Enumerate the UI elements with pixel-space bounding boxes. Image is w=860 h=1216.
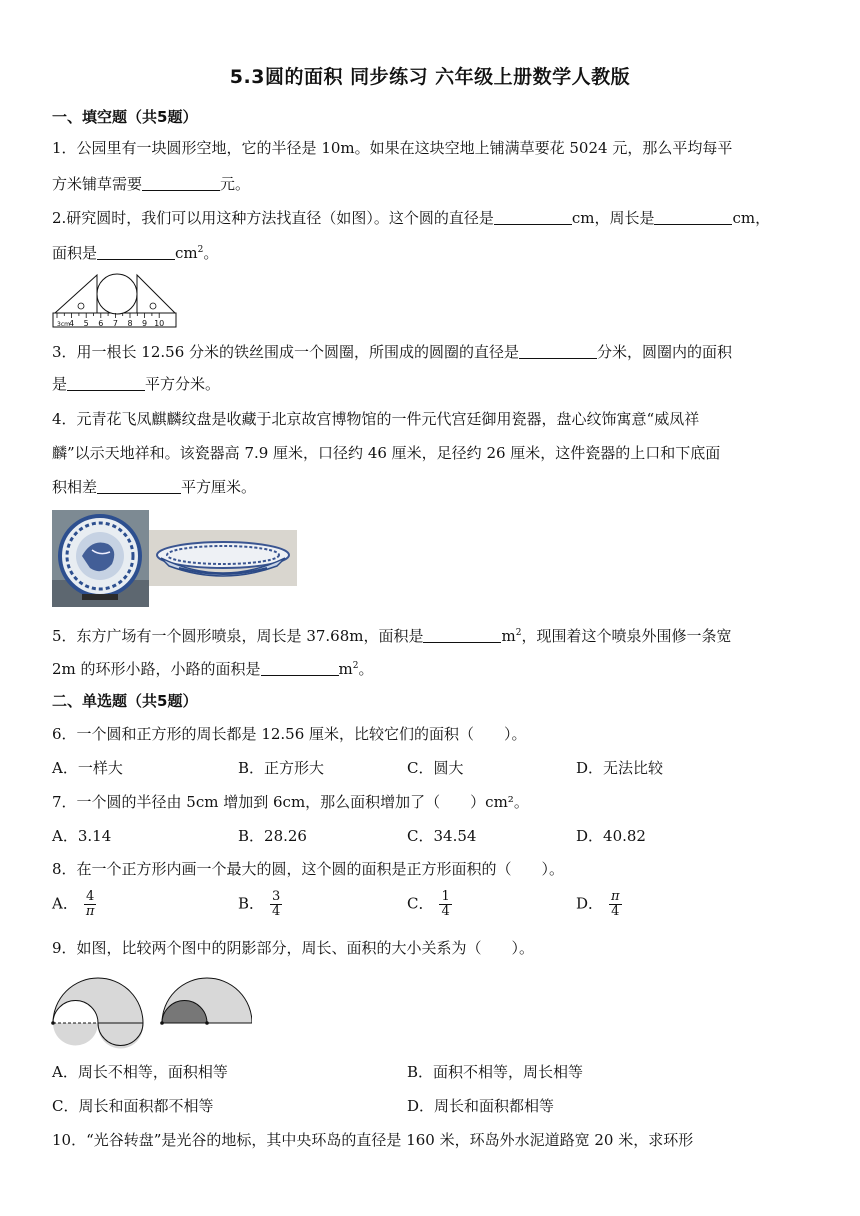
q2-line1: 2.研究圆时，我们可以用这种方法找直径（如图）。这个圆的直径是 cm，周长是 cm， — [52, 209, 771, 227]
answer-blank[interactable] — [142, 174, 220, 191]
q4-line3: 积相差 平方厘米。 — [52, 478, 257, 496]
q7-option-d[interactable]: D．40.82 — [576, 827, 646, 845]
ruler-tick-label: 5 — [83, 319, 89, 328]
answer-blank[interactable] — [97, 243, 175, 260]
q9-option-d[interactable]: D．周长和面积都相等 — [407, 1097, 555, 1115]
q7-stem: 7．一个圆的半径由 5cm 增加到 6cm，那么面积增加了（ ）cm²。 — [52, 793, 529, 811]
q2-line2: 面积是 $cm^2$。 — [52, 244, 219, 262]
answer-blank[interactable] — [519, 342, 597, 359]
q8-option-b[interactable]: B． $\frac{3}{4}$ — [238, 889, 281, 919]
answer-blank[interactable] — [654, 208, 732, 225]
ruler-tick-label: 6 — [98, 319, 104, 328]
answer-blank[interactable] — [494, 208, 572, 225]
ruler-tick-label: 9 — [142, 319, 148, 328]
fraction: $\frac{4}{\pi}$ — [85, 889, 95, 919]
q7-option-b[interactable]: B．28.26 — [238, 827, 307, 845]
ruler-tick-label: 3cm — [57, 321, 70, 328]
fraction: $\frac{3}{4}$ — [272, 889, 281, 919]
q6-option-c[interactable]: C．圆大 — [407, 759, 464, 777]
q9-option-c[interactable]: C．周长和面积都不相等 — [52, 1097, 214, 1115]
plate-side-view-image — [149, 530, 297, 586]
answer-blank[interactable] — [97, 477, 181, 494]
shaded-semicircles-figure-left — [48, 966, 150, 1056]
q9-option-b[interactable]: B．面积不相等，周长相等 — [407, 1063, 584, 1081]
q7-option-c[interactable]: C．34.54 — [407, 827, 477, 845]
answer-blank[interactable] — [261, 659, 339, 676]
q4-line1: 4．元青花飞凤麒麟纹盘是收藏于北京故宫博物馆的一件元代宫廷御用瓷器，盘心纹饰寓意“威凤祥 — [52, 410, 700, 428]
shaded-semicircles-figure-right — [156, 966, 252, 1028]
circle-ruler-figure — [52, 267, 178, 331]
q5-line1: 5．东方广场有一个圆形喷泉，周长是 37.68m，面积是 $m^2$，现围着这个喷泉外围修一条宽 — [52, 627, 732, 645]
q8-option-a[interactable]: A． $\frac{4}{\pi}$ — [52, 889, 95, 919]
answer-blank[interactable] — [67, 374, 145, 391]
q6-option-d[interactable]: D．无法比较 — [576, 759, 664, 777]
section-fill-in-heading: 一、填空题（共5题） — [52, 108, 198, 126]
fraction: $\frac{\pi}{4}$ — [611, 889, 620, 919]
q8-stem: 8．在一个正方形内画一个最大的圆，这个圆的面积是正方形面积的（ ）。 — [52, 860, 565, 878]
q9-stem: 9．如图，比较两个图中的阴影部分，周长、面积的大小关系为（ ）。 — [52, 939, 535, 957]
q4-line2: 麟”以示天地祥和。该瓷器高 7.9 厘米，口径约 46 厘米，足径约 26 厘米，这件瓷器的上口和下底面 — [52, 444, 721, 462]
q3-line1: 3．用一根长 12.56 分米的铁丝围成一个圆圈，所围成的圆圈的直径是 分米，圆圈内的面积 — [52, 343, 733, 361]
q1-line2: 方米铺草需要 元。 — [52, 175, 251, 193]
q6-option-b[interactable]: B．正方形大 — [238, 759, 325, 777]
fraction: $\frac{1}{4}$ — [441, 889, 450, 919]
section-single-choice-heading: 二、单选题（共5题） — [52, 692, 198, 710]
q5-line2: 2m 的环形小路，小路的面积是 $m^2$。 — [52, 660, 374, 678]
q7-option-a[interactable]: A．3.14 — [52, 827, 112, 845]
answer-blank[interactable] — [423, 626, 501, 643]
plate-top-view-image — [52, 510, 149, 607]
q6-option-a[interactable]: A．一样大 — [52, 759, 123, 777]
ruler-tick-label: 4 — [69, 319, 75, 328]
q10-line1: 10．“光谷转盘”是光谷的地标，其中央环岛的直径是 160 米，环岛外水泥道路宽 20 米，求环形 — [52, 1131, 694, 1149]
page-title: 5.3圆的面积 同步练习 六年级上册数学人教版 — [229, 66, 631, 88]
q3-line2: 是 平方分米。 — [52, 375, 221, 393]
q6-stem: 6．一个圆和正方形的周长都是 12.56 厘米，比较它们的面积（ ）。 — [52, 725, 527, 743]
q8-option-d[interactable]: D． $\frac{\pi}{4}$ — [576, 889, 620, 919]
q8-option-c[interactable]: C． $\frac{1}{4}$ — [407, 889, 450, 919]
q9-option-a[interactable]: A．周长不相等，面积相等 — [52, 1063, 228, 1081]
q1-line1: 1．公园里有一块圆形空地，它的半径是 10m。如果在这块空地上铺满草要花 5024 元，那么平均每平 — [52, 139, 733, 157]
ruler-tick-label: 10 — [154, 319, 165, 328]
ruler-tick-label: 7 — [112, 319, 118, 328]
ruler-tick-label: 8 — [127, 319, 133, 328]
